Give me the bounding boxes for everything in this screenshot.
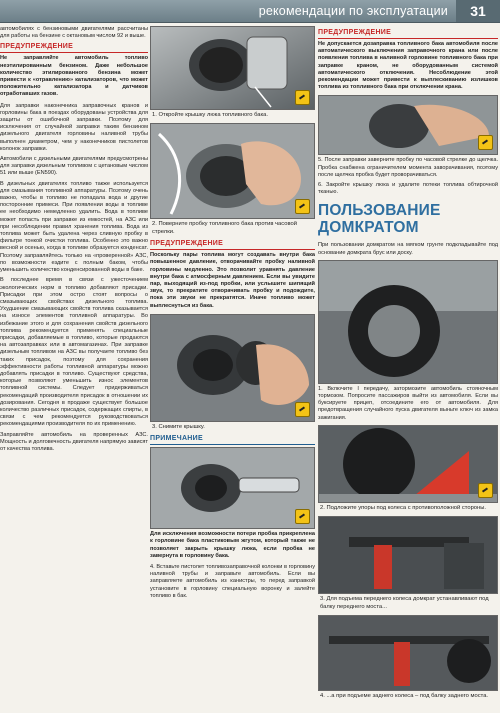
- tool-badge-icon: [295, 509, 310, 524]
- left-warning-rule: [0, 52, 148, 53]
- right-warning-box: [318, 29, 498, 91]
- photo-parking-wheel: [318, 260, 498, 384]
- photo-remove-cap: [150, 314, 315, 422]
- left-warning-text: Не заправляйте автомобиль топливо неэтилированным бензином. Даже небольшое количество этилированного бензина может привести к «отравлению» катализаторов, что может положительно катализатора и датчиков отработавших газов.: [0, 55, 148, 98]
- right-warning-title: ПРЕДУПРЕЖДЕНИЕ: [318, 29, 392, 36]
- left-paragraph-5: Заправляйте автомобиль на проверенных АЗС. Мощность и долговечность двигателя напрямую зависят от качества топлива.: [0, 431, 148, 452]
- mid-note-title: ПРИМЕЧАНИЕ: [150, 435, 203, 443]
- tool-badge-icon: [295, 402, 310, 417]
- page-number: 31: [456, 0, 500, 22]
- mid-warning-text: Поскольку пары топлива могут создавать внутри бака повышенное давление, отворачивайте пробку наливной горловины медленно. Это позволит уравнять давление внутри бака с атмосферным давлением. Если вы увидите пар, выходящий из-под пробки, или услышите шипящий звук, то прекратите отворачивать пробку и подождите, пока эти звуки не прекратятся. Иначе топливо может выплеснуться из бака.: [150, 252, 315, 309]
- tool-badge-icon: [478, 483, 493, 498]
- fuel-cap-illustration: [151, 124, 314, 218]
- right-step6-text: 6. Закройте крышку люка и удалите потеки топлива обтирочной тканью.: [318, 182, 498, 196]
- tool-badge-icon: [478, 135, 493, 150]
- mid-step1-caption: 1. Откройте крышку люка топливного бака.: [152, 112, 268, 118]
- rear-jack-illustration: [319, 616, 497, 690]
- left-paragraph-1: Для заправки наконечника заправочных кранов и горловины бака в поездах оборудованы устройства для защиты от ошибочной заправки. Поэтому для исключения от случайной заправки таким бензином дизельного двигателя горловины наливной трубы выполнен диаметром, чем у наконечников пистолетов колонок заправки.: [0, 102, 148, 152]
- left-intro-text: автомобилях с бензиновыми двигателями рассчитаны для работы на бензине с октановым числом 92 и выше.: [0, 26, 148, 40]
- page-header: [0, 0, 500, 23]
- right-step5-text: 5. После заправки заверните пробку по часовой стрелке до щелчка. Пробка снабжена ограничителем момента заворачивания, поэтому после щелчка пробка будет проворачиваться.: [318, 157, 498, 178]
- mid-note-text: Для исключения возможности потери пробка прикреплена к горловине бака пластиковым жгутом, который также не позволяет закрыть крышку люка, если пробка не завернута в горловину бака.: [150, 531, 315, 559]
- photo-front-jack: [318, 516, 498, 594]
- jack-intro-text: При пользовании домкратом на мягком грунте подкладывайте под основание домкрата брус или доску.: [318, 242, 498, 256]
- mid-note-rule: [150, 444, 315, 445]
- left-warning-box: [0, 43, 148, 98]
- photo-open-fuel-flap: [150, 26, 315, 110]
- front-jack-illustration: [319, 517, 497, 593]
- fuel-flap-illustration: [151, 27, 314, 109]
- right-warning-text: Не допускается дозаправка топливного бака автомобиля после автоматического выключения заправочного крана или после появления топлива в наливной горловине топливного бака при заправке краном, не оборудованным системой автоматического отключения. Несоблюдение этой рекомендации может привести к выплескиванию излишков топлива из топливного бака при отключении крана.: [318, 41, 498, 91]
- photo-fuel-nozzle: [150, 447, 315, 529]
- wheel-illustration: [319, 261, 497, 383]
- jack-step4-caption: 4. ...а при подъеме заднего колеса – под балку заднего моста.: [320, 693, 489, 700]
- right-warning-rule: [318, 38, 498, 39]
- jack-section-heading: ПОЛЬЗОВАНИЕ ДОМКРАТОМ: [318, 202, 441, 237]
- right-column: [318, 26, 498, 706]
- mid-step4-text: 4. Вставьте пистолет топливозаправочной колонки в горловину наливной трубы и заправьте автомобиль. Если вы заправляете автомобиль из канистры, то перед заправкой установите в горловину специальную воронку и залейте топливо в бак.: [150, 564, 315, 599]
- left-warning-title: ПРЕДУПРЕЖДЕНИЕ: [0, 43, 74, 51]
- mid-step2-caption: 2. Поверните пробку топливного бака против часовой стрелки.: [152, 221, 297, 235]
- photo-close-cap: [318, 95, 498, 155]
- photo-rear-jack: [318, 615, 498, 691]
- photo-turn-fuel-cap: [150, 123, 315, 219]
- jack-step1-text: 1. Включите I передачу, затормозите автомобиль стояночным тормозом. Попросите пассажиров выйти из автомобиля. Если вы буксируете прицеп, отсоедините его от автомобиля. Для предотвращения случайного пуска двигателя выньте ключ из замка зажигания.: [318, 385, 498, 421]
- left-column: [0, 26, 148, 706]
- left-paragraph-3: В дизельных двигателях топливо также используется для смазывания топливной аппаратуры. Поэтому очень важно, чтобы в топливо не попадала вода и другие посторонние примеси. При появлении воды в топливе ее необходимо немедленно удалить. Вода в топливе может попасть при заправке из емкостей, на АЗС или при несоблюдении правил хранения топлива. Вода из топлива может быть удалена через сливную пробку в фильтре тонкой очистки топлива. Особенно это важно весной и осенью, когда в топливе образуется конденсат. Поэтому заправляйтесь только на «проверенной» АЗС, по возможности ездите с полным баком, чтобы уменьшить количество конденсированной воды в баке.: [0, 180, 148, 274]
- middle-column: [150, 26, 315, 706]
- mid-warning-box: [150, 240, 315, 310]
- mid-step3-caption: 3. Снимите крышку.: [152, 423, 205, 430]
- mid-warning-rule: [150, 249, 315, 250]
- wheel-chock-illustration: [319, 426, 497, 502]
- fuel-nozzle-illustration: [151, 448, 314, 528]
- left-paragraph-2: Автомобили с дизельными двигателями предусмотрены для заправки дизельным топливом с цетановым числом 51 или выше (EN590).: [0, 156, 148, 177]
- remove-cap-illustration: [151, 315, 314, 421]
- left-paragraph-4: В последнее время в связи с ужесточением экологических норм в топливо добавляют присадки. Присадки при этом остро стоят вопросы о смазывающих свойствах дизельного топлива. Ухудшение смазывающих свойств топлива сказывается на износе элементов топливной аппаратуры. Во избежание этого и для сохранения свойств дизельного топлива рекомендуется применять специальные присадки, добавляемые в топливо, которые продаются на автозаправках или в автомагазинах. При заправке дизельным топливом на АЗС вы получаете топливо без таких присадок, поэтому для сохранения эффективности работы топливной аппаратуры можно добавлять присадки в топливо. Существуют средства, которые позволяют уменьшить износ элементов топливной системы. Следует придерживаться рекомендаций производителя присадок в отношении их дозирования. Сегодня в продаже существует большое количество различных присадок, содержащих спирты, в связи с чем рекомендуется руководствоваться рекомендациями производителя по их применению.: [0, 277, 148, 428]
- tool-badge-icon: [295, 90, 310, 105]
- photo-wheel-chocks: [318, 425, 498, 503]
- header-title: рекомендации по эксплуатации: [258, 4, 448, 18]
- close-cap-illustration: [319, 96, 497, 154]
- mid-note-box: [150, 435, 315, 560]
- jack-step3-caption: 3. Для подъема переднего колеса домкрат устанавливают под балку переднего моста...: [320, 596, 489, 610]
- mid-warning-title: ПРЕДУПРЕЖДЕНИЕ: [150, 240, 224, 248]
- tool-badge-icon: [295, 199, 310, 214]
- jack-step2-caption: 2. Подложите упоры под колеса с противоположной стороны.: [320, 504, 486, 511]
